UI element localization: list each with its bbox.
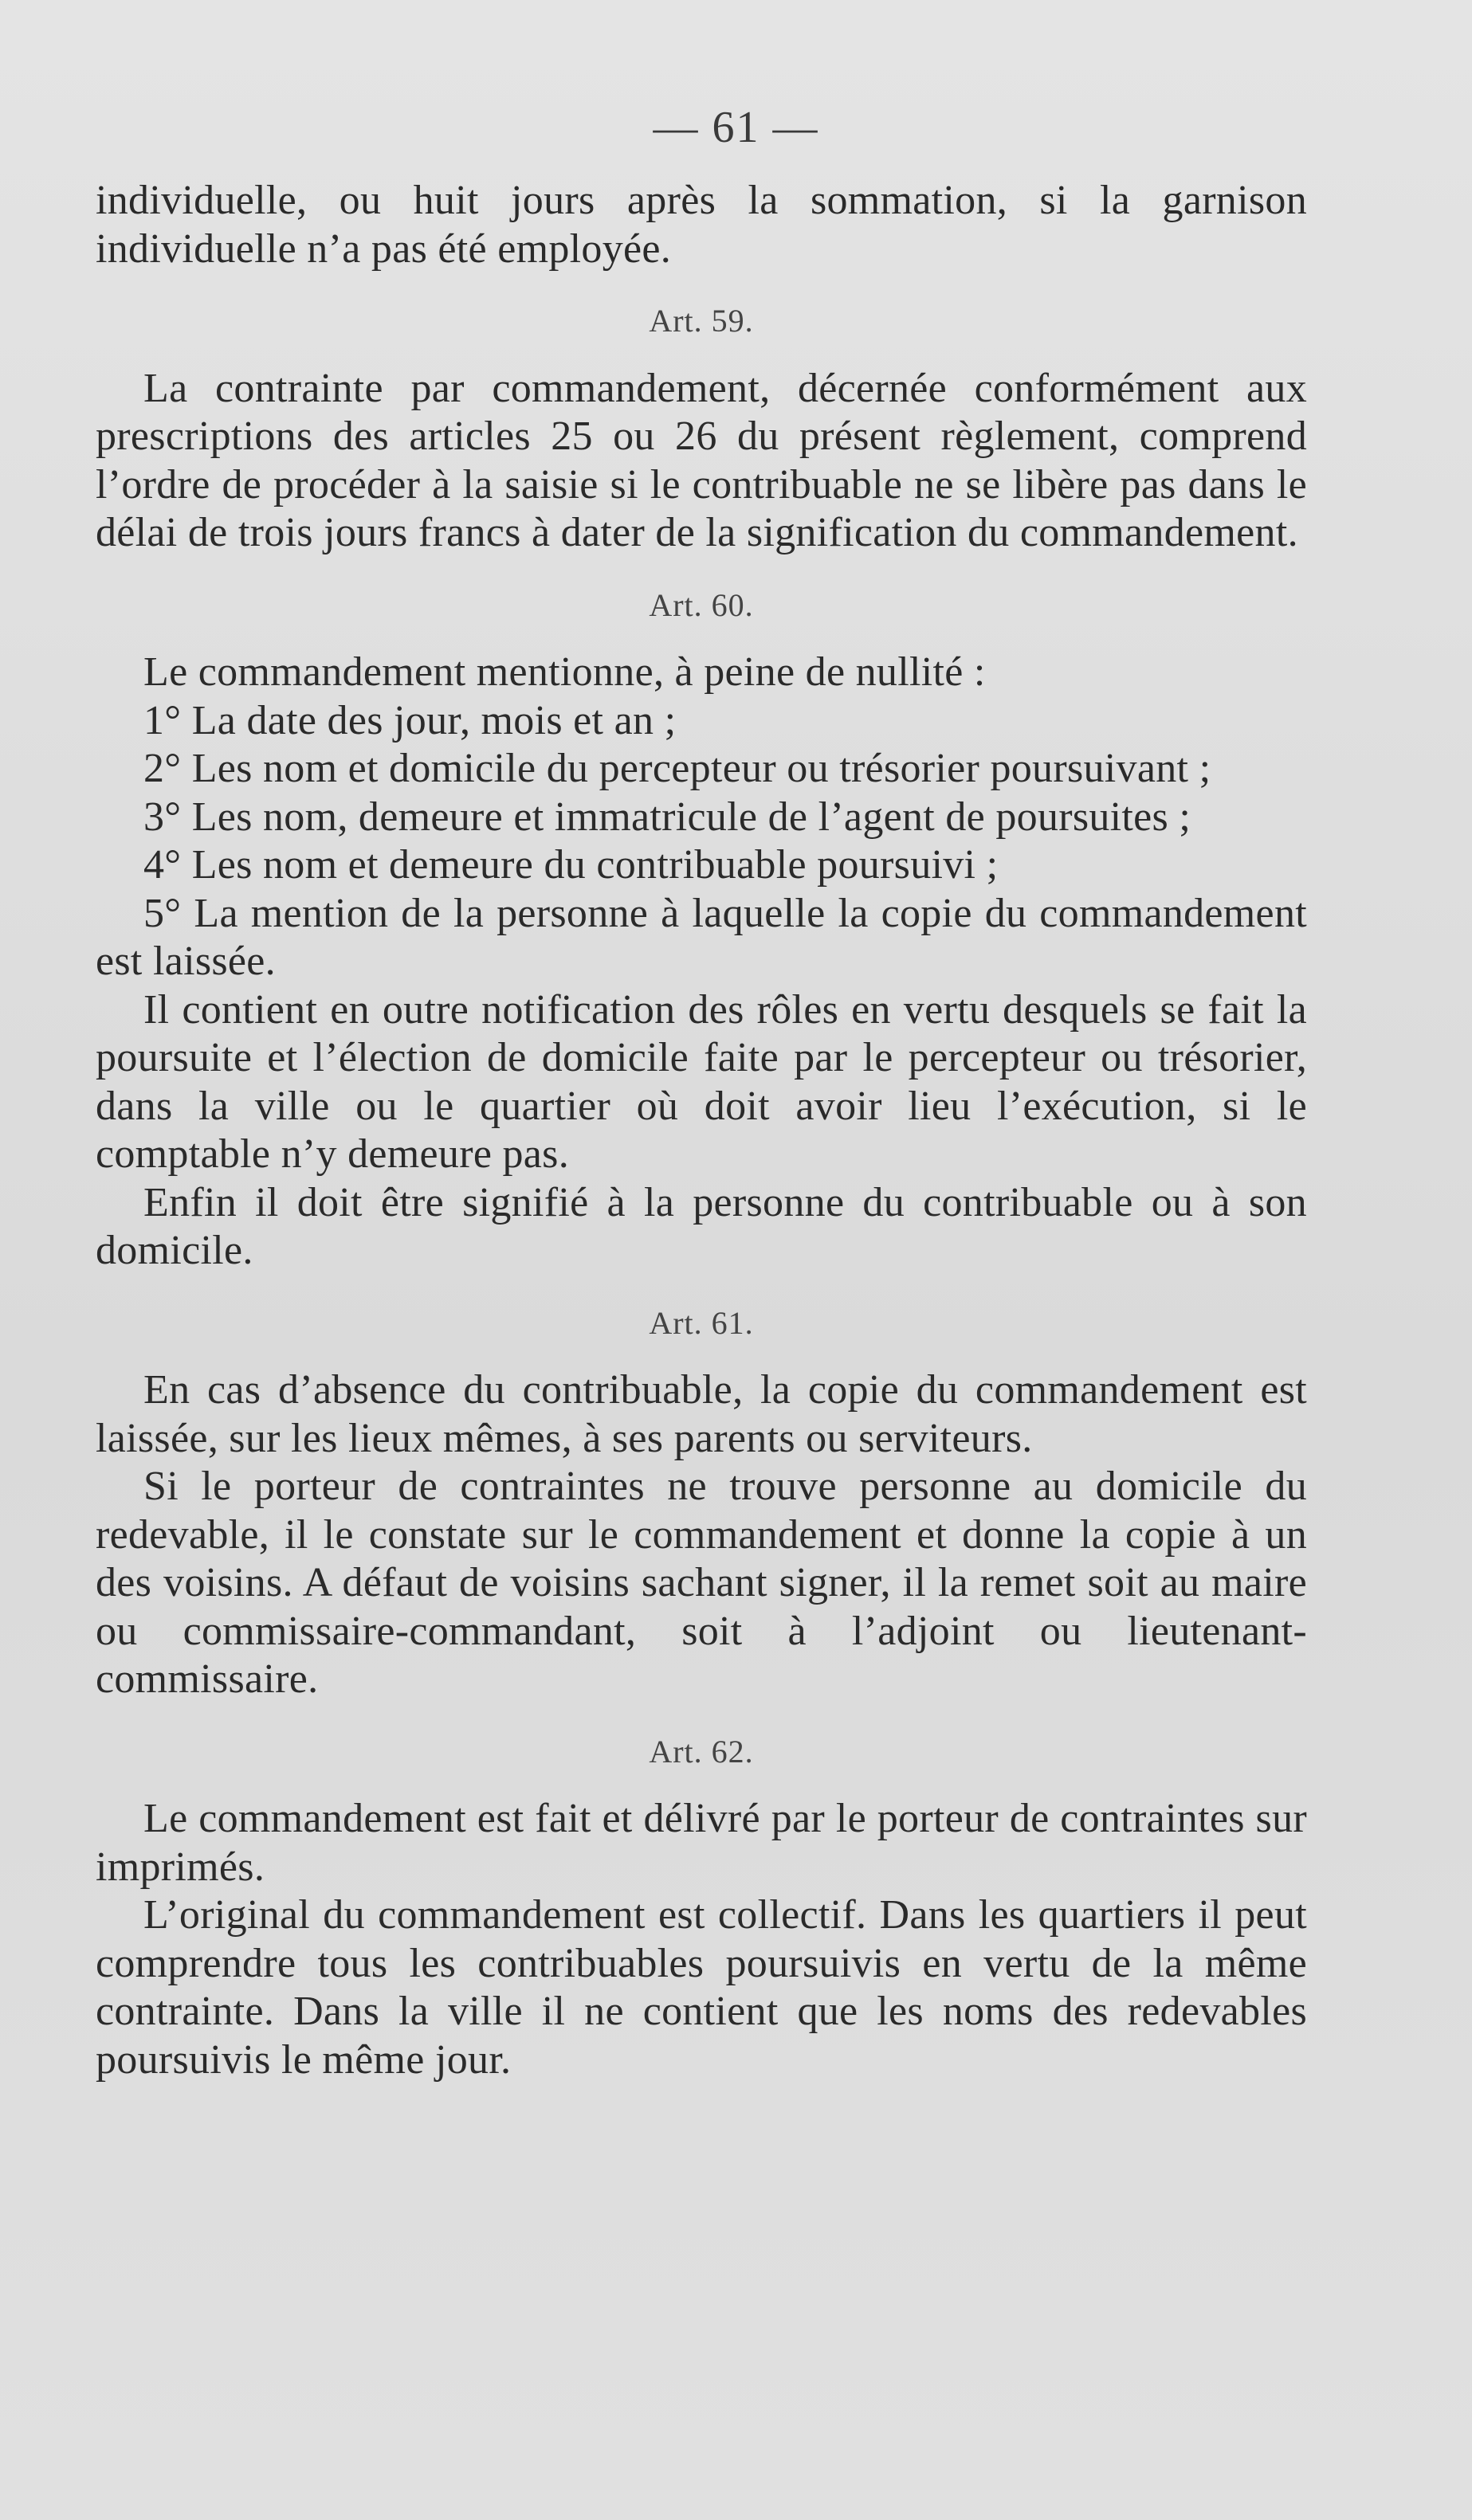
article-heading-61: Art. 61.: [649, 1304, 754, 1341]
article-62-delivery: Le commandement est fait et délivré par le porteur de contraintes sur imprimés.: [96, 1796, 1307, 1890]
article-60-service: Enfin il doit être signifié à la personne du contribuable ou à son domicile.: [96, 1179, 1307, 1273]
article-61-neighbors: Si le porteur de contraintes ne trouve personne au domicile du redevable, il le constate sur le commandement et donne la copie à un des voisins. A défaut de voisins sachant signer, il la remet soit au maire ou commissaire-commandant, soit à l’adjoint ou lieutenant-commissaire.: [96, 1464, 1307, 1702]
list-item-1: 1° La date des jour, mois et an ;: [143, 697, 677, 743]
page-body: [96, 177, 1307, 2084]
article-heading-60: Art. 60.: [649, 586, 754, 623]
list-item-4: 4° Les nom et demeure du contribuable poursuivi ;: [143, 842, 999, 888]
list-item-2: 2° Les nom et domicile du percepteur ou trésorier poursuivant ;: [143, 746, 1211, 791]
article-60-notification: Il contient en outre notification des rôles en vertu desquels se fait la poursuite et l’élection de domicile faite par le percepteur ou trésorier, dans la ville ou le quartier où doit avoir lieu l’exécution, si le comptable n’y demeure pas.: [96, 986, 1307, 1177]
article-62-collective: L’original du commandement est collectif. Dans les quartiers il peut comprendre tous les contribuables poursuivis en vertu de la même contrainte. Dans la ville il ne contient que les noms des redevables poursuivis le même jour.: [96, 1892, 1307, 2083]
article-heading-62: Art. 62.: [649, 1733, 754, 1769]
paragraph-continuation: individuelle, ou huit jours après la sommation, si la garnison individuelle n’a pas été employée.: [96, 178, 1307, 272]
article-61-absence: En cas d’absence du contribuable, la copie du commandement est laissée, sur les lieux mêmes, à ses parents ou serviteurs.: [96, 1367, 1307, 1461]
article-60-intro: Le commandement mentionne, à peine de nullité :: [143, 649, 986, 695]
article-heading-59: Art. 59.: [649, 303, 754, 339]
list-item-5: 5° La mention de la personne à laquelle la copie du commandement est laissée.: [96, 890, 1307, 984]
list-item-3: 3° Les nom, demeure et immatricule de l’agent de poursuites ;: [143, 794, 1191, 840]
article-59-paragraph: La contrainte par commandement, décernée conformément aux prescriptions des articles 25 ou 26 du présent règlement, comprend l’ordre de procéder à la saisie si le contribuable ne se libère pas dans le délai de trois jours francs à dater de la signification du commandement.: [96, 365, 1307, 555]
page-number: — 61 —: [653, 103, 819, 152]
